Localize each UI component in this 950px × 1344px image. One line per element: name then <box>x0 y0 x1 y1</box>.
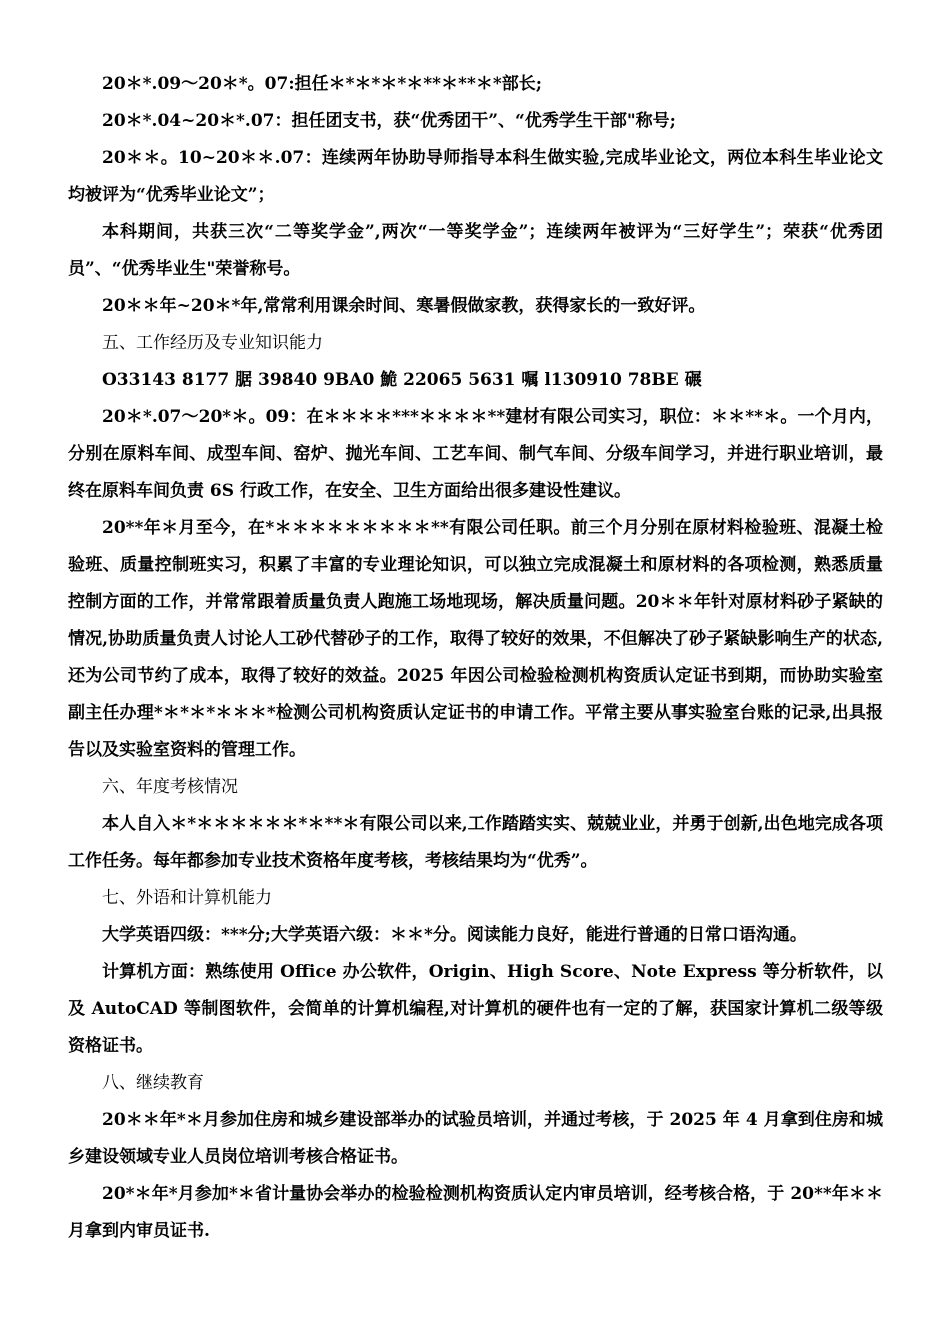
section-heading-annual-assessment: 六、年度考核情况 <box>102 777 238 797</box>
paragraph-tester-training: 20＊＊年*＊月参加住房和城乡建设部举办的试验员培训，并通过考核，于 2025 年 4 月拿到住房和城乡建设领域专业人员岗位培训考核合格证书。 <box>68 1110 883 1167</box>
paragraph-tutoring: 20＊＊年~20＊*年,常常利用课余时间、寒暑假做家教，获得家长的一致好评。 <box>102 296 706 316</box>
paragraph-computer: 计算机方面：熟练使用 Office 办公软件，Origin、High Score、Note Express 等分析软件，以及 AutoCAD 等制图软件，会简单的计算机编程,对计算机的硬件也有一定的了解，获国家计算机二级等级资格证书。 <box>68 962 883 1056</box>
paragraph-internship: 20＊*.07～20*＊。09：在＊＊＊＊***＊＊＊＊**建材有限公司实习，职位：＊＊**＊。一个月内，分别在原料车间、成型车间、窑炉、抛光车间、工艺车间、制气车间、分级车间学习，并进行职业培训，最终在原料车间负责 6S 行政工作，在安全、卫生方面给出很多建设性建议。 <box>68 407 883 501</box>
paragraph-assist-advisor: 20＊＊。10~20＊＊.07：连续两年协助导师指导本科生做实验,完成毕业论文，两位本科生毕业论文均被评为“优秀毕业论文”； <box>68 148 883 205</box>
paragraph-department-head: 20＊*.09～20＊*。07:担任＊*＊*＊*＊**＊**＊*部长; <box>102 74 542 94</box>
section-heading-work-experience: 五、工作经历及专业知识能力 <box>102 333 323 353</box>
section-heading-continuing-education: 八、继续教育 <box>102 1073 204 1093</box>
section-heading-language-computer: 七、外语和计算机能力 <box>102 888 272 908</box>
paragraph-current-job: 20**年＊月至今，在*＊＊＊＊＊＊＊＊＊**有限公司任职。前三个月分别在原材料检验班、混凝土检验班、质量控制班实习，积累了丰富的专业理论知识，可以独立完成混凝土和原材料的各项检测，熟悉质量控制方面的工作，并常常跟着质量负责人跑施工场地现场，解决质量问题。20＊＊年针对原材料砂子紧缺的情况,协助质量负责人讨论人工砂代替砂子的工作，取得了较好的效果，不但解决了砂子紧缺影响生产的状态,还为公司节约了成本，取得了较好的效益。2025 年因公司检验检测机构资质认定证书到期，而协助实验室副主任办理*＊*＊*＊＊＊*检测公司机构资质认定证书的申请工作。平常主要从事实验室台账的记录,出具报告以及实验室资料的管理工作。 <box>68 518 883 760</box>
paragraph-scholarships: 本科期间，共获三次“二等奖学金”,两次“一等奖学金”；连续两年被评为“三好学生”；荣获“优秀团员”、“优秀毕业生"荣誉称号。 <box>68 222 883 279</box>
paragraph-code-line: O33143 8177 腒 39840 9BA0 鮠 22065 5631 嘱 l130910 78BE 碾 <box>102 370 702 390</box>
paragraph-english: 大学英语四级：***分;大学英语六级：＊＊*分。阅读能力良好，能进行普通的日常口语沟通。 <box>102 925 807 945</box>
document-page <box>68 66 883 1250</box>
paragraph-assessment: 本人自入＊*＊＊＊＊＊＊*＊**＊有限公司以来,工作踏踏实实、兢兢业业，并勇于创新,出色地完成各项工作任务。每年都参加专业技术资格年度考核，考核结果均为“优秀”。 <box>68 814 883 871</box>
paragraph-auditor-training: 20*＊年*月参加*＊省计量协会举办的检验检测机构资质认定内审员培训，经考核合格，于 20**年＊＊月拿到内审员证书. <box>68 1184 883 1241</box>
paragraph-league-secretary: 20＊*.04~20＊*.07：担任团支书，获“优秀团干”、“优秀学生干部"称号; <box>102 111 676 131</box>
